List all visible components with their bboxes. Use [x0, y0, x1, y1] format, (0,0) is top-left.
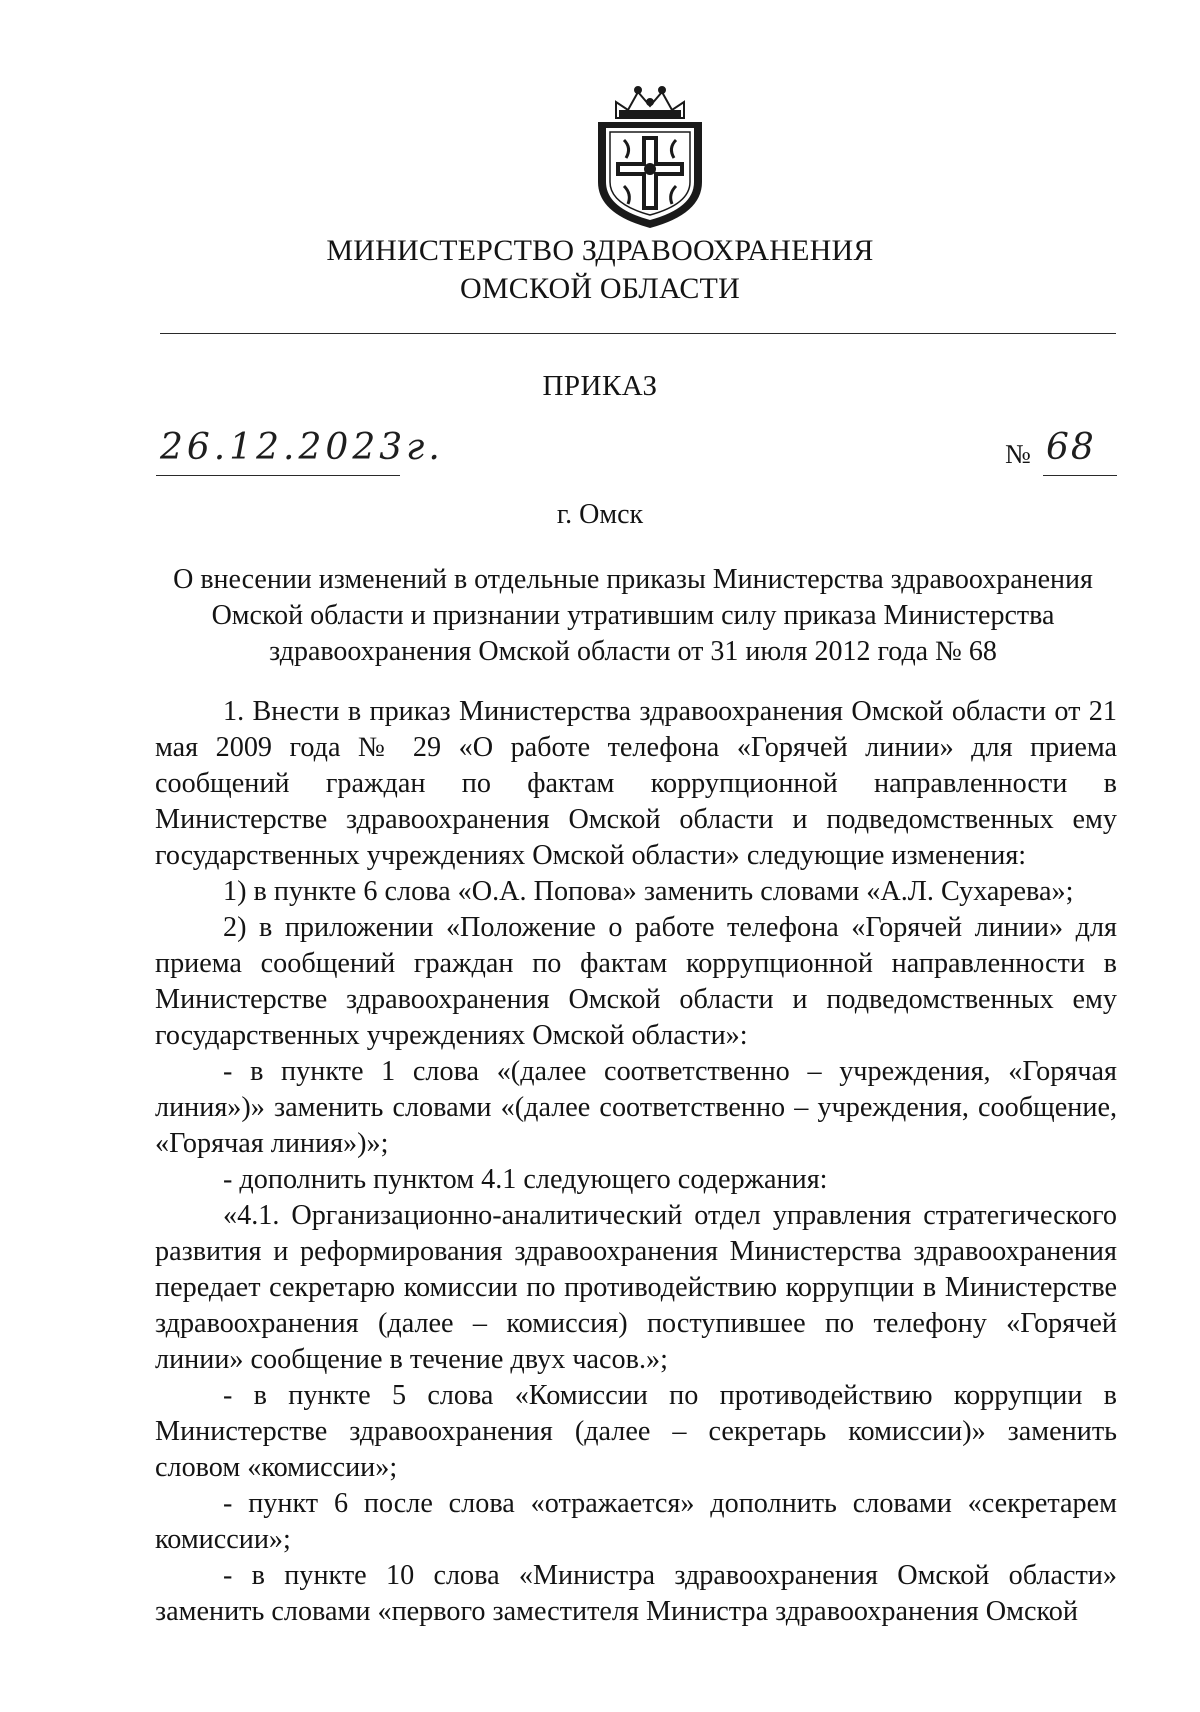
- number-underline: [1043, 475, 1117, 476]
- body-paragraph: «4.1. Организационно-аналитический отдел управления стратегического развития и реформирования здравоохранения Министерства здравоохранения передает секретарю комиссии по противодействию коррупции в Министерстве здравоохранения (далее – комиссия) поступившее по телефону «Горячей линии» сообщение в течение двух часов.»;: [155, 1200, 1117, 1375]
- date-value: 26.12.2023г.: [160, 427, 444, 468]
- date-underline: [156, 475, 400, 476]
- document-type: ПРИКАЗ: [542, 370, 658, 402]
- body-paragraph: - в пункте 10 слова «Министра здравоохранения Омской области» заменить словами «первого заместителя Министра здравоохранения Омской: [155, 1560, 1117, 1627]
- coat-of-arms-emblem: [580, 82, 720, 232]
- body-paragraph: - пункт 6 после слова «отражается» дополнить словами «секретарем комиссии»;: [155, 1488, 1117, 1555]
- document-number: [1005, 427, 1117, 479]
- document-title: О внесении изменений в отдельные приказы Министерства здравоохранения Омской области и признании утратившим силу приказа Министерства здравоохранения Омской области от 31 июля 2012 года № 68: [173, 564, 1093, 667]
- ministry-name-line2: ОМСКОЙ ОБЛАСТИ: [460, 272, 740, 305]
- body-paragraph: - в пункте 1 слова «(далее соответственно – учреждения, «Горячая линия»)» заменить словами «(далее соответственно – учреждения, сообщение, «Горячая линия»)»;: [155, 1056, 1117, 1159]
- document-city: г. Омск: [556, 499, 644, 530]
- document-date: [156, 427, 444, 479]
- ministry-name: [0, 232, 1200, 308]
- body-paragraph: 1) в пункте 6 слова «О.А. Попова» заменить словами «А.Л. Сухарева»;: [223, 876, 1074, 907]
- header-divider: [160, 333, 1116, 334]
- ministry-name-line1: МИНИСТЕРСТВО ЗДРАВООХРАНЕНИЯ: [326, 234, 874, 267]
- document-body: [155, 694, 1117, 1630]
- body-paragraph: - в пункте 5 слова «Комиссии по противодействию коррупции в Министерстве здравоохранения (далее – секретарь комиссии)» заменить словом «комиссии»;: [155, 1380, 1117, 1483]
- number-sign: №: [1005, 439, 1031, 469]
- body-paragraph: 2) в приложении «Положение о работе телефона «Горячей линии» для приема сообщений граждан по фактам коррупционной направленности в Министерстве здравоохранения Омской области и подведомственных ему государственных учреждениях Омской области»:: [155, 912, 1117, 1051]
- number-value: 68: [1046, 427, 1096, 468]
- body-paragraph: - дополнить пунктом 4.1 следующего содержания:: [223, 1164, 828, 1195]
- body-paragraph: 1. Внести в приказ Министерства здравоохранения Омской области от 21 мая 2009 года № 29 «О работе телефона «Горячей линии» для приема сообщений граждан по фактам коррупционной направленности в Министерстве здравоохранения Омской области и подведомственных ему государственных учреждениях Омской области» следующие изменения:: [155, 696, 1117, 871]
